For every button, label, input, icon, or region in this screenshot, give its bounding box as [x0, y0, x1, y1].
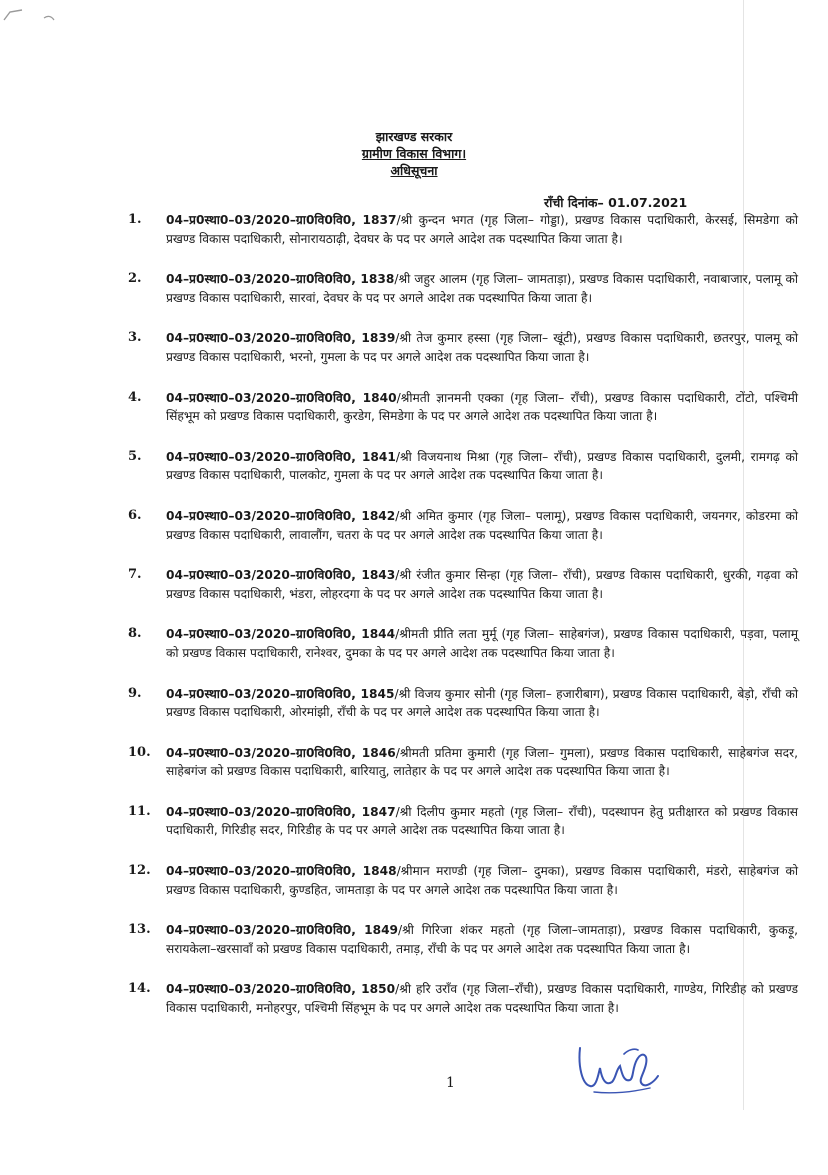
- order-item-number: 14.: [128, 981, 151, 997]
- order-item: [0, 389, 828, 448]
- order-item-number: 4.: [128, 389, 142, 405]
- order-body: /श्री जहुर आलम (गृह जिला– जामताड़ा), प्रखण्ड विकास पदाधिकारी, नवाबाजार, पलामू को प्रखण्ड विकास पदाधिकारी, सारवां, देवघर के पद पर अगले आदेश तक पदस्थापित किया जाता है।: [166, 272, 798, 305]
- order-item-number: 13.: [128, 922, 151, 938]
- order-item-text: [166, 685, 798, 722]
- order-item: [0, 211, 828, 270]
- order-item: [0, 980, 828, 1039]
- order-list: [0, 211, 828, 1040]
- order-body: /श्री विजयनाथ मिश्रा (गृह जिला– राँची), प्रखण्ड विकास पदाधिकारी, दुलमी, रामगढ़ को प्रखण्ड विकास पदाधिकारी, पालकोट, गुमला के पद पर अगले आदेश तक पदस्थापित किया जाता है।: [166, 449, 798, 483]
- order-reference: 04–प्र0स्था0–03/2020–ग्रा0वि0वि0, 1839: [166, 331, 396, 346]
- order-item-number: 9.: [128, 685, 142, 701]
- document-header: [0, 128, 828, 179]
- order-item-number: 3.: [128, 330, 142, 346]
- page-number: 1: [446, 1075, 455, 1091]
- order-item-number: 1.: [128, 212, 142, 227]
- order-body: /श्री हरि उराँव (गृह जिला–राँची), प्रखण्ड विकास पदाधिकारी, गाण्डेय, गिरिडीह को प्रखण्ड विकास पदाधिकारी, मनोहरपुर, पश्चिमी सिंहभूम के पद पर अगले आदेश तक पदस्थापित किया जाता है।: [166, 982, 798, 1016]
- order-item-text: [166, 625, 798, 662]
- order-reference: 04–प्र0स्था0–03/2020–ग्रा0वि0वि0, 1849: [166, 923, 399, 938]
- order-item-number: 2.: [128, 271, 142, 287]
- order-reference: 04–प्र0स्था0–03/2020–ग्रा0वि0वि0, 1838: [166, 272, 395, 287]
- order-reference: 04–प्र0स्था0–03/2020–ग्रा0वि0वि0, 1842: [166, 508, 396, 523]
- order-reference: 04–प्र0स्था0–03/2020–ग्रा0वि0वि0, 1844: [166, 627, 396, 642]
- order-reference: 04–प्र0स्था0–03/2020–ग्रा0वि0वि0, 1845: [166, 686, 395, 701]
- order-item-text: [166, 270, 798, 307]
- order-body: /श्री कुन्दन भगत (गृह जिला– गोड्डा), प्रखण्ड विकास पदाधिकारी, केरसई, सिमडेगा को प्रखण्ड विकास पदाधिकारी, सोनारायठाढ़ी, देवघर के पद पर अगले आदेश तक पदस्थापित किया जाता है।: [166, 213, 798, 246]
- order-item-text: [166, 862, 798, 899]
- order-reference: 04–प्र0स्था0–03/2020–ग्रा0वि0वि0, 1847: [166, 804, 396, 819]
- department-title: ग्रामीण विकास विभाग।: [361, 146, 467, 161]
- order-reference: 04–प्र0स्था0–03/2020–ग्रा0वि0वि0, 1841: [166, 449, 396, 464]
- order-reference: 04–प्र0स्था0–03/2020–ग्रा0वि0वि0, 1848: [166, 864, 397, 879]
- order-body: /श्रीमान मराण्डी (गृह जिला– दुमका), प्रखण्ड विकास पदाधिकारी, मंडरो, साहेबगंज को प्रखण्ड विकास पदाधिकारी, कुण्डहित, जामताड़ा के पद पर अगले आदेश तक पदस्थापित किया जाता है।: [166, 864, 798, 897]
- order-item-text: [166, 389, 798, 426]
- order-item-number: 12.: [128, 863, 151, 879]
- order-item-number: 6.: [128, 507, 142, 523]
- order-item: [0, 448, 828, 507]
- order-body: /श्री दिलीप कुमार महतो (गृह जिला– राँची), पदस्थापन हेतु प्रतीक्षारत को प्रखण्ड विकास पदाधिकारी, गिरिडीह सदर, गिरिडीह के पद पर अगले आदेश तक पदस्थापित किया जाता है।: [166, 804, 798, 838]
- order-body: /श्री विजय कुमार सोनी (गृह जिला– हजारीबाग), प्रखण्ड विकास पदाधिकारी, बेड़ो, राँची को प्रखण्ड विकास पदाधिकारी, ओरमांझी, राँची के पद पर अगले आदेश तक पदस्थापित किया जाता है।: [166, 686, 798, 720]
- place-date: राँची दिनांक– 01.07.2021: [544, 195, 688, 210]
- order-item-text: [166, 803, 798, 840]
- order-item: [0, 862, 828, 921]
- government-title: झारखण्ड सरकार: [375, 129, 453, 144]
- order-body: /श्री तेज कुमार हस्सा (गृह जिला– खूंटी), प्रखण्ड विकास पदाधिकारी, छतरपुर, पालमू को प्रखण्ड विकास पदाधिकारी, भरनो, गुमला के पद पर अगले आदेश तक पदस्थापित किया जाता है।: [166, 331, 798, 364]
- notification-title: अधिसूचना: [390, 163, 438, 178]
- order-item-number: 5.: [128, 448, 142, 464]
- scan-mark-icon: [2, 4, 62, 28]
- order-item: [0, 685, 828, 744]
- order-item: [0, 744, 828, 803]
- order-item-number: 10.: [128, 744, 151, 760]
- order-item-text: [166, 211, 798, 248]
- order-item-number: 11.: [128, 803, 151, 819]
- order-body: /श्रीमती प्रीति लता मुर्मू (गृह जिला– साहेबगंज), प्रखण्ड विकास पदाधिकारी, पड़वा, पलामू को प्रखण्ड विकास पदाधिकारी, रानेश्वर, दुमका के पद पर अगले आदेश तक पदस्थापित किया जाता है।: [166, 627, 798, 660]
- order-item-text: [166, 448, 798, 485]
- order-reference: 04–प्र0स्था0–03/2020–ग्रा0वि0वि0, 1846: [166, 745, 396, 760]
- order-reference: 04–प्र0स्था0–03/2020–ग्रा0वि0वि0, 1850: [166, 982, 396, 997]
- order-item: [0, 566, 828, 625]
- order-item: [0, 625, 828, 684]
- order-body: /श्री रंजीत कुमार सिन्हा (गृह जिला– राँची), प्रखण्ड विकास पदाधिकारी, धुरकी, गढ़वा को प्रखण्ड विकास पदाधिकारी, भंडरा, लोहरदगा के पद पर अगले आदेश तक पदस्थापित किया जाता है।: [166, 568, 798, 601]
- signature-icon: [572, 1036, 668, 1100]
- order-item: [0, 329, 828, 388]
- order-item-text: [166, 566, 798, 603]
- order-item: [0, 507, 828, 566]
- order-item: [0, 270, 828, 329]
- order-item-number: 7.: [128, 567, 142, 583]
- order-item-text: [166, 980, 798, 1017]
- order-body: /श्रीमती ज्ञानमनी एक्का (गृह जिला– राँची), प्रखण्ड विकास पदाधिकारी, टोंटो, पश्चिमी सिंहभूम को प्रखण्ड विकास पदाधिकारी, कुरडेग, सिमडेगा के पद पर अगले आदेश तक पदस्थापित किया जाता है।: [166, 390, 798, 424]
- order-item-text: [166, 507, 798, 544]
- order-item: [0, 921, 828, 980]
- order-reference: 04–प्र0स्था0–03/2020–ग्रा0वि0वि0, 1840: [166, 390, 397, 405]
- order-reference: 04–प्र0स्था0–03/2020–ग्रा0वि0वि0, 1843: [166, 568, 396, 583]
- order-item-text: [166, 744, 798, 781]
- order-body: /श्री गिरिजा शंकर महतो (गृह जिला–जामताड़ा), प्रखण्ड विकास पदाधिकारी, कुकड़ू, सरायकेला–खरसावाँ को प्रखण्ड विकास पदाधिकारी, तमाड़, राँची के पद पर अगले आदेश तक पदस्थापित किया जाता है।: [166, 923, 798, 956]
- order-item-text: [166, 329, 798, 366]
- order-item: [0, 803, 828, 862]
- order-body: /श्रीमती प्रतिमा कुमारी (गृह जिला– गुमला), प्रखण्ड विकास पदाधिकारी, साहेबगंज सदर, साहेबगंज को प्रखण्ड विकास पदाधिकारी, बारियातु, लातेहार के पद पर अगले आदेश तक पदस्थापित किया जाता है।: [166, 745, 798, 779]
- order-body: /श्री अमित कुमार (गृह जिला– पलामू), प्रखण्ड विकास पदाधिकारी, जयनगर, कोडरमा को प्रखण्ड विकास पदाधिकारी, लावालौंग, चतरा के पद पर अगले आदेश तक पदस्थापित किया जाता है।: [166, 508, 798, 542]
- order-item-text: [166, 921, 798, 958]
- order-item-number: 8.: [128, 626, 142, 642]
- order-reference: 04–प्र0स्था0–03/2020–ग्रा0वि0वि0, 1837: [166, 213, 397, 227]
